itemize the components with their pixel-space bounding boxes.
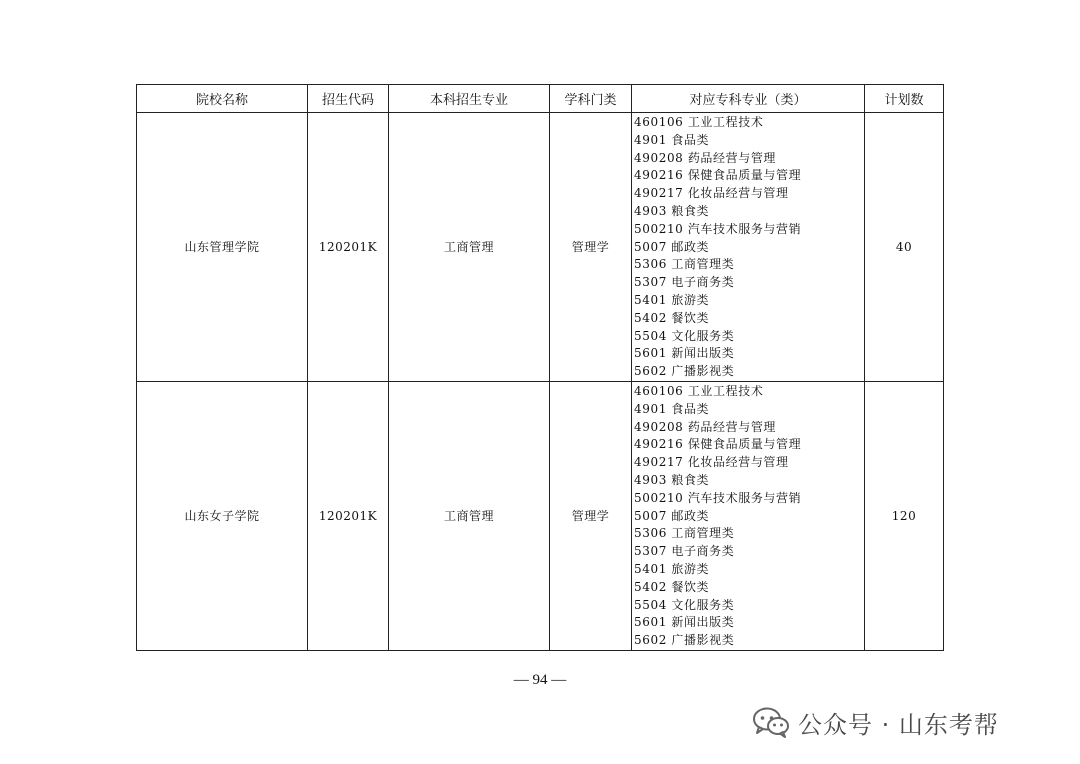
related-major-item: 460106 工业工程技术 — [634, 115, 764, 129]
undergrad-major: 工商管理 — [389, 113, 550, 382]
table-row — [137, 113, 944, 382]
wechat-watermark — [752, 702, 999, 742]
related-major-item: 5307 电子商务类 — [634, 544, 735, 559]
school-name: 山东管理学院 — [137, 113, 308, 382]
header-enroll-code: 招生代码 — [308, 85, 389, 113]
related-major-item: 500210 汽车技术服务与营销 — [634, 221, 802, 236]
related-major-item: 5401 旅游类 — [634, 561, 710, 576]
school-name: 山东女子学院 — [137, 381, 308, 650]
related-major-item: 490216 保健食品质量与管理 — [634, 168, 802, 183]
header-school-name: 院校名称 — [137, 85, 308, 113]
header-plan-count: 计划数 — [865, 85, 944, 113]
page-number: — 94 — — [513, 672, 567, 688]
related-major-item: 5307 电子商务类 — [634, 275, 735, 290]
related-major-item: 5306 工商管理类 — [634, 257, 735, 272]
header-discipline: 学科门类 — [550, 85, 632, 113]
related-major-item: 490208 药品经营与管理 — [634, 150, 777, 165]
discipline: 管理学 — [550, 381, 632, 650]
related-major-item: 5602 广播影视类 — [634, 364, 735, 379]
related-major-item: 4903 粮食类 — [634, 203, 710, 218]
related-major-item: 490217 化妆品经营与管理 — [634, 455, 789, 470]
related-major-item: 5504 文化服务类 — [634, 597, 735, 612]
discipline: 管理学 — [550, 113, 632, 382]
related-major-item: 460106 工业工程技术 — [634, 383, 764, 398]
related-major-item: 5007 邮政类 — [634, 508, 710, 523]
related-major-item: 5601 新闻出版类 — [634, 615, 735, 630]
header-related-majors: 对应专科专业（类） — [632, 85, 865, 113]
wechat-icon — [752, 706, 790, 738]
related-major-item: 4901 食品类 — [634, 401, 710, 416]
related-major-item: 5402 餐饮类 — [634, 579, 710, 594]
plan-count: 120 — [865, 381, 944, 650]
related-major-item: 5401 旅游类 — [634, 292, 710, 307]
related-major-item: 500210 汽车技术服务与营销 — [634, 490, 802, 505]
related-major-item: 490217 化妆品经营与管理 — [634, 186, 789, 201]
table-row — [137, 381, 944, 650]
related-major-item: 5007 邮政类 — [634, 239, 710, 254]
related-major-item: 5504 文化服务类 — [634, 328, 735, 343]
related-majors-list — [632, 381, 865, 650]
header-undergrad-major: 本科招生专业 — [389, 85, 550, 113]
related-majors-list — [632, 113, 865, 382]
related-major-item: 490208 药品经营与管理 — [634, 419, 777, 434]
related-major-item: 5601 新闻出版类 — [634, 346, 735, 361]
related-major-item: 5402 餐饮类 — [634, 310, 710, 325]
watermark-text: 公众号 · 山东考帮 — [798, 710, 999, 739]
table-header-row — [137, 85, 944, 113]
related-major-item: 490216 保健食品质量与管理 — [634, 437, 802, 452]
enroll-code: 120201K — [308, 381, 389, 650]
related-major-item: 5602 广播影视类 — [634, 633, 735, 648]
related-major-item: 5306 工商管理类 — [634, 526, 735, 541]
related-major-item: 4901 食品类 — [634, 132, 710, 147]
admission-table — [136, 84, 944, 651]
related-major-item: 4903 粮食类 — [634, 472, 710, 487]
enroll-code: 120201K — [308, 113, 389, 382]
undergrad-major: 工商管理 — [389, 381, 550, 650]
plan-count: 40 — [865, 113, 944, 382]
